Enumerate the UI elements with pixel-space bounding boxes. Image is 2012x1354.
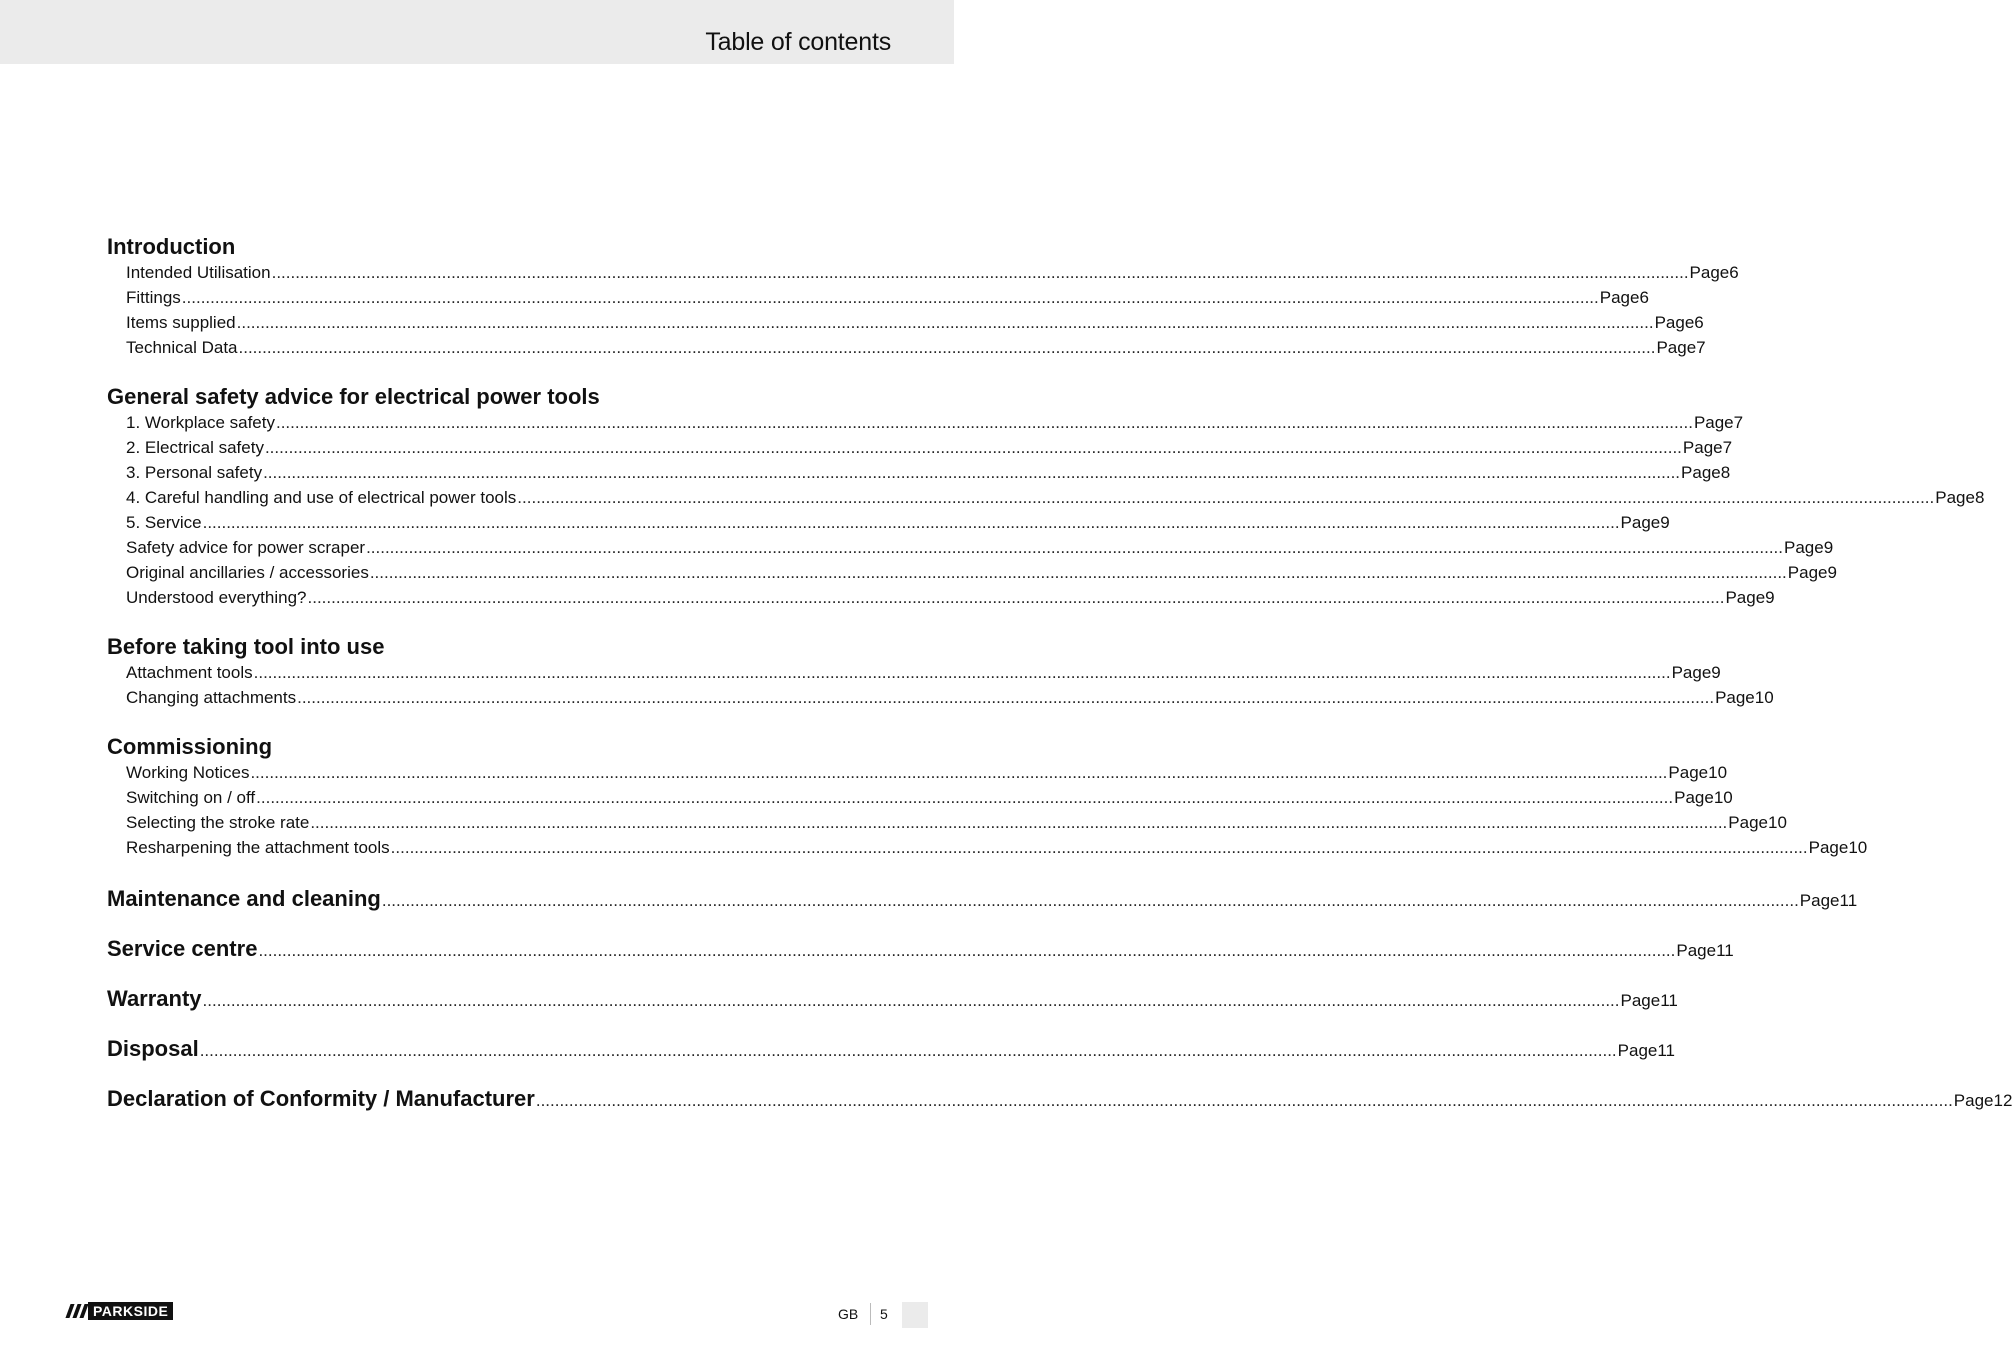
page-word: Page [1725, 588, 1766, 607]
main-entry-label: Disposal [107, 1036, 199, 1061]
page-number: 11 [1716, 941, 1734, 960]
toc-section-commissioning [107, 734, 1868, 860]
toc-entry[interactable] [107, 510, 1670, 535]
dot-leader: ............................................................................................................................................................................................................................................................................................................ [202, 991, 1620, 1010]
dot-leader: ............................................................................................................................................................................................................................................................................................................ [181, 288, 1599, 307]
dot-leader: ............................................................................................................................................................................................................................................................................................................ [238, 338, 1656, 357]
main-entry-label: Declaration of Conformity / Manufacturer [107, 1086, 535, 1111]
page-number: 9 [1823, 538, 1834, 557]
toc-entry[interactable] [107, 310, 1704, 335]
toc-entry[interactable] [107, 335, 1706, 360]
entry-label: Changing attachments [126, 688, 297, 707]
section-title: Introduction [107, 234, 236, 259]
page-number: 12 [1993, 1091, 2012, 1110]
dot-leader: ............................................................................................................................................................................................................................................................................................................ [271, 263, 1689, 282]
dot-leader: ............................................................................................................................................................................................................................................................................................................ [202, 513, 1620, 532]
dot-leader: ............................................................................................................................................................................................................................................................................................................ [307, 588, 1725, 607]
page-word: Page [1728, 813, 1768, 832]
page-number: 6 [1729, 263, 1739, 282]
page-number: 7 [1733, 413, 1744, 432]
page-title: Table of contents [705, 28, 891, 56]
toc-entry[interactable] [107, 835, 1868, 860]
entry-label: Selecting the stroke rate [126, 813, 310, 832]
page-number: 10 [1754, 688, 1774, 707]
main-entry-label: Warranty [107, 986, 202, 1011]
dot-leader: ............................................................................................................................................................................................................................................................................................................ [256, 788, 1674, 807]
page-word: Page [1784, 538, 1824, 557]
entry-label: 1. Workplace safety [126, 413, 275, 432]
dot-leader: ............................................................................................................................................................................................................................................................................................................ [275, 413, 1693, 432]
toc-section-safety-advice [107, 384, 1985, 610]
dot-leader: ............................................................................................................................................................................................................................................................................................................ [366, 538, 1784, 557]
page-number: 10 [1713, 788, 1733, 807]
page-number: 9 [1765, 588, 1775, 607]
page-word: Page [1668, 763, 1709, 782]
toc-entry[interactable] [107, 810, 1787, 835]
dot-leader: ............................................................................................................................................................................................................................................................................................................ [310, 813, 1728, 832]
section-title: General safety advice for electrical power tools [107, 384, 600, 409]
page-word: Page [1654, 313, 1695, 332]
page-number-footer: 5 [880, 1306, 888, 1322]
entry-label: 4. Careful handling and use of electrical power tools [126, 488, 517, 507]
main-entry-label: Maintenance and cleaning [107, 886, 381, 911]
toc-section-introduction [107, 234, 1739, 360]
brand-name: PARKSIDE [88, 1302, 173, 1320]
entry-label: Safety advice for power scraper [126, 538, 366, 557]
entry-label: Items supplied [126, 313, 236, 332]
page-word: Page [1715, 688, 1755, 707]
toc-entry[interactable] [107, 560, 1837, 585]
entry-label: Technical Data [126, 338, 238, 357]
table-of-contents [107, 234, 2012, 1134]
section-title: Commissioning [107, 734, 273, 759]
page-word: Page [1681, 463, 1721, 482]
section-title: Before taking tool into use [107, 634, 385, 659]
divider [870, 1303, 871, 1325]
page-word: Page [1808, 838, 1849, 857]
toc-entry[interactable] [107, 785, 1733, 810]
entry-label: 2. Electrical safety [126, 438, 264, 457]
page-number: 9 [1827, 563, 1837, 582]
toc-main-entry-service-centre[interactable] [107, 934, 1734, 984]
toc-entry[interactable] [107, 685, 1774, 710]
page-word: Page [1935, 488, 1975, 507]
entry-label: Switching on / off [126, 788, 256, 807]
language-code: GB [838, 1306, 859, 1322]
page-word: Page [1799, 891, 1840, 910]
corner-marker [902, 1302, 928, 1328]
page-word: Page [1617, 1041, 1658, 1060]
toc-entry[interactable] [107, 485, 1985, 510]
page-word: Page [1656, 338, 1697, 357]
page-number: 11 [1657, 1041, 1676, 1060]
page-number: 9 [1711, 663, 1721, 682]
page-word: Page [1953, 1091, 1994, 1110]
page-word: Page [1620, 991, 1661, 1010]
page-number: 10 [1767, 813, 1787, 832]
entry-label: 5. Service [126, 513, 202, 532]
page-word: Page [1671, 663, 1712, 682]
toc-entry[interactable] [107, 435, 1733, 460]
toc-section-before-use [107, 634, 1774, 710]
dot-leader: ............................................................................................................................................................................................................................................................................................................ [297, 688, 1715, 707]
dot-leader: ............................................................................................................................................................................................................................................................................................................ [253, 663, 1671, 682]
dot-leader: ............................................................................................................................................................................................................................................................................................................ [381, 891, 1799, 910]
page-word: Page [1620, 513, 1661, 532]
main-entry-label: Service centre [107, 936, 258, 961]
page-number: 8 [1974, 488, 1985, 507]
entry-label: Resharpening the attachment tools [126, 838, 390, 857]
page-number: 7 [1722, 438, 1733, 457]
toc-main-entry-warranty[interactable] [107, 984, 1678, 1034]
page-word: Page [1676, 941, 1717, 960]
page-word: Page [1682, 438, 1723, 457]
toc-entry[interactable] [107, 760, 1728, 785]
dot-leader: ............................................................................................................................................................................................................................................................................................................ [517, 488, 1935, 507]
page-number: 9 [1660, 513, 1670, 532]
page-number: 8 [1720, 463, 1731, 482]
dot-leader: ............................................................................................................................................................................................................................................................................................................ [390, 838, 1808, 857]
toc-main-entry-maintenance[interactable] [107, 884, 1858, 934]
page-number: 6 [1639, 288, 1649, 307]
entry-label: Understood everything? [126, 588, 307, 607]
entry-label: Attachment tools [126, 663, 253, 682]
toc-main-entry-declaration[interactable] [107, 1084, 2012, 1134]
page-number: 6 [1694, 313, 1704, 332]
dot-leader: ............................................................................................................................................................................................................................................................................................................ [264, 438, 1682, 457]
entry-label: Original ancillaries / accessories [126, 563, 369, 582]
page-number: 11 [1839, 891, 1858, 910]
dot-leader: ............................................................................................................................................................................................................................................................................................................ [369, 563, 1787, 582]
parkside-logo [64, 1302, 176, 1320]
toc-entry[interactable] [107, 660, 1721, 685]
page-word: Page [1599, 288, 1640, 307]
page-number: 7 [1696, 338, 1706, 357]
toc-entry[interactable] [107, 260, 1739, 285]
page-number: 10 [1708, 763, 1728, 782]
logo-stripes-icon [64, 1302, 88, 1320]
page-number: 11 [1660, 991, 1678, 1010]
toc-entry[interactable] [107, 460, 1731, 485]
dot-leader: ............................................................................................................................................................................................................................................................................................................ [535, 1091, 1953, 1110]
toc-main-entry-disposal[interactable] [107, 1034, 1676, 1084]
page-word: Page [1693, 413, 1734, 432]
dot-leader: ............................................................................................................................................................................................................................................................................................................ [199, 1041, 1617, 1060]
entry-label: Intended Utilisation [126, 263, 271, 282]
dot-leader: ............................................................................................................................................................................................................................................................................................................ [263, 463, 1681, 482]
toc-entry[interactable] [107, 410, 1744, 435]
entry-label: Fittings [126, 288, 181, 307]
footer-meta [838, 1303, 900, 1325]
page-number: 10 [1848, 838, 1868, 857]
toc-entry[interactable] [107, 535, 1834, 560]
page-word: Page [1689, 263, 1730, 282]
dot-leader: ............................................................................................................................................................................................................................................................................................................ [236, 313, 1654, 332]
toc-entry[interactable] [107, 585, 1775, 610]
toc-entry[interactable] [107, 285, 1649, 310]
page-word: Page [1787, 563, 1828, 582]
dot-leader: ............................................................................................................................................................................................................................................................................................................ [258, 941, 1676, 960]
dot-leader: ............................................................................................................................................................................................................................................................................................................ [250, 763, 1668, 782]
entry-label: Working Notices [126, 763, 250, 782]
page-word: Page [1674, 788, 1714, 807]
entry-label: 3. Personal safety [126, 463, 263, 482]
